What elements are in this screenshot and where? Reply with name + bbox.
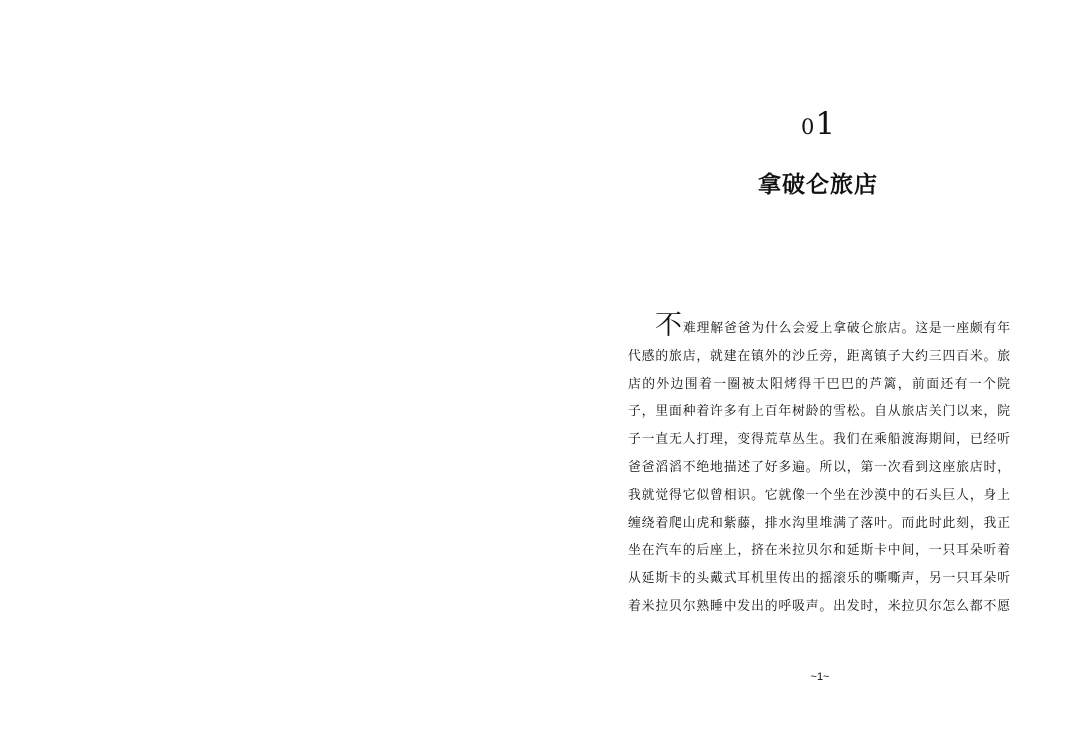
body-line: 我就觉得它似曾相识。它就像一个坐在沙漠中的石头巨人，身上 xyxy=(628,487,1010,503)
body-line: 代感的旅店，就建在镇外的沙丘旁，距离镇子大约三四百米。旅 xyxy=(628,348,1010,364)
body-line: 着米拉贝尔熟睡中发出的呼吸声。出发时，米拉贝尔怎么都不愿 xyxy=(628,599,1010,614)
body-line: 从延斯卡的头戴式耳机里传出的摇滚乐的嘶嘶声，另一只耳朵听 xyxy=(628,571,1010,587)
chapter-title: 拿破仑旅店 xyxy=(758,171,878,198)
body-line: 难理解爸爸为什么会爱上拿破仑旅店。这是一座颇有年 xyxy=(683,321,1010,336)
body-line: 缠绕着爬山虎和紫藤，排水沟里堆满了落叶。而此时此刻，我正 xyxy=(628,515,1010,531)
page-number: ~1~ xyxy=(810,671,830,683)
chapter-number xyxy=(770,104,866,149)
body-line: 爸爸滔滔不绝地描述了好多遍。所以，第一次看到这座旅店时， xyxy=(628,460,1010,475)
body-line: 子，里面种着许多有上百年树龄的雪松。自从旅店关门以来，院 xyxy=(628,404,1010,420)
chapter-number-digit: 0 xyxy=(800,115,815,139)
body-line: 坐在汽车的后座上，挤在米拉贝尔和延斯卡中间，一只耳朵听着 xyxy=(628,543,1010,559)
body-line: 子一直无人打理，变得荒草丛生。我们在乘船渡海期间，已经听 xyxy=(628,432,1010,448)
chapter-number-digit: 1 xyxy=(815,106,836,142)
body-line: 店的外边围着一圈被太阳烤得干巴巴的芦篱，前面还有一个院 xyxy=(628,376,1010,392)
drop-cap: 不 xyxy=(655,310,682,341)
